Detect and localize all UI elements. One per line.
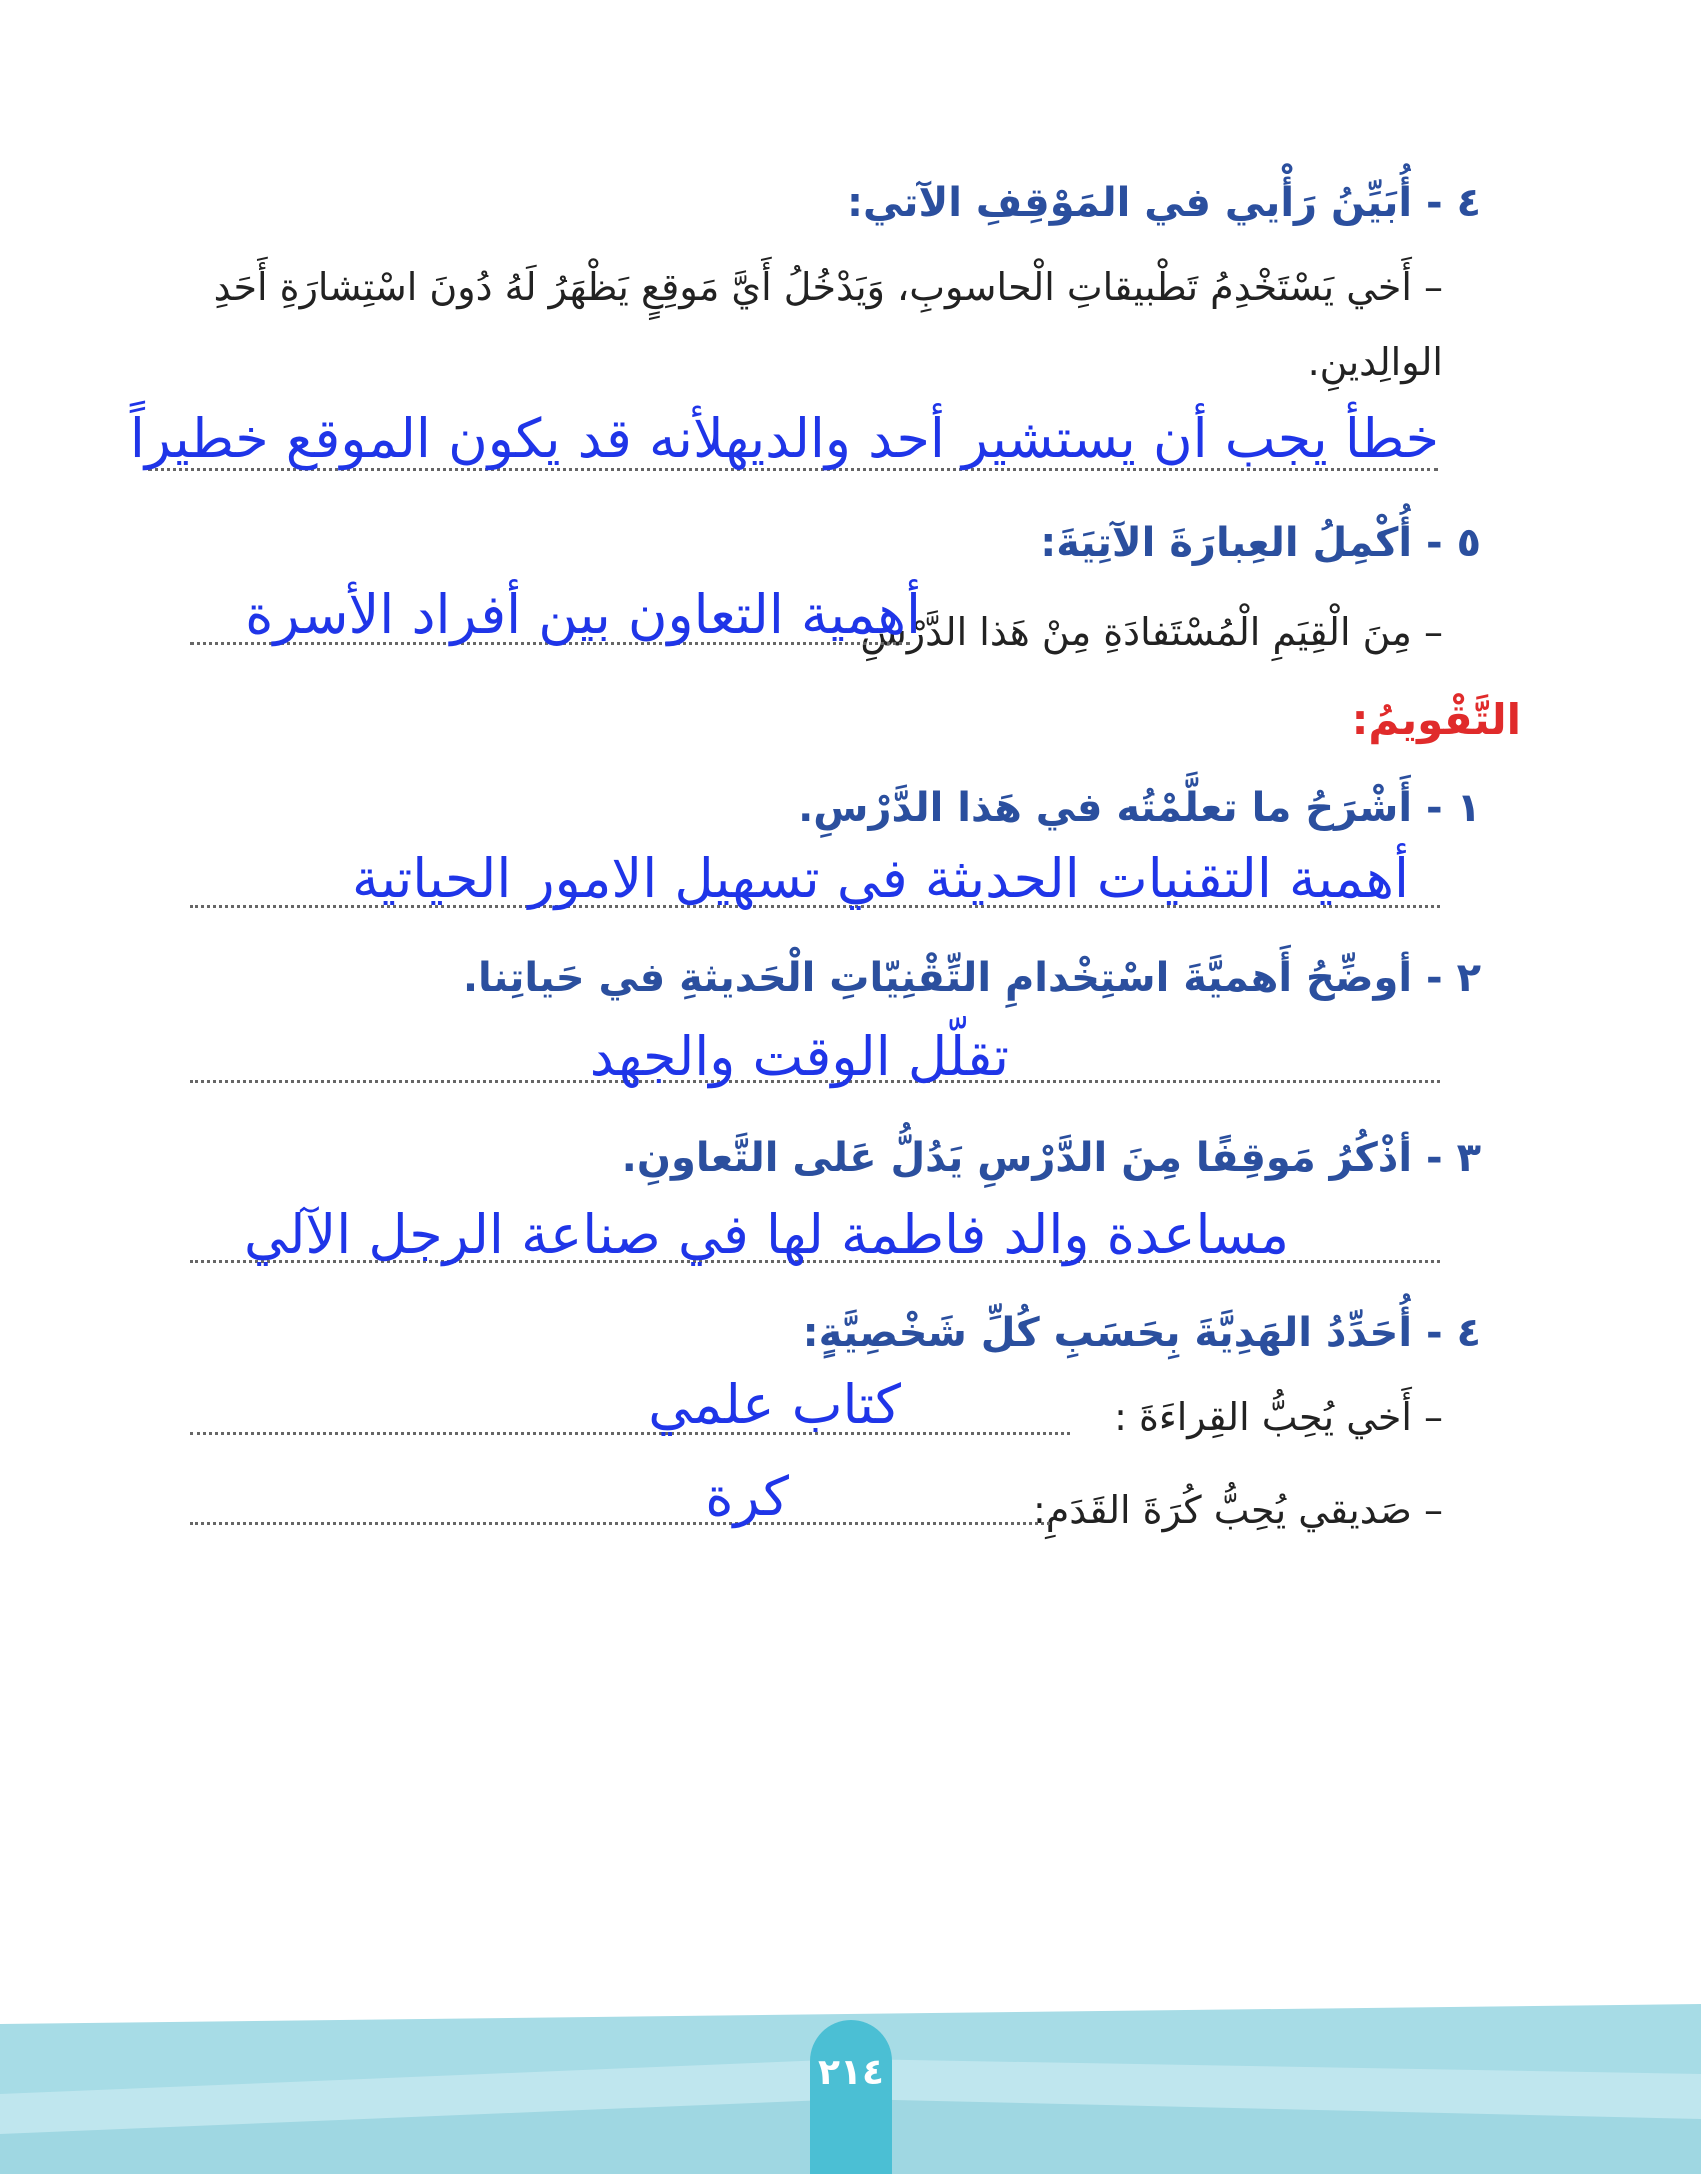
exercise-4-number: ٤ - [1426, 180, 1481, 226]
evaluation-q4-heading [803, 1310, 1481, 1356]
evaluation-q4-item1-answer-line [190, 1432, 1070, 1435]
evaluation-q2-text: أوضِّحُ أَهميَّةَ اسْتِخْدامِ التِّقْنِيّاتِ الْحَديثةِ في حَياتِنا. [462, 955, 1413, 1001]
evaluation-q4-number: ٤ - [1426, 1310, 1481, 1356]
evaluation-q1-handwritten-answer: أهمية التقنيات الحديثة في تسهيل الامور الحياتية [352, 847, 1409, 910]
exercise-4-handwritten-answer: خطأ يجب أن يستشير أحد والديهلأنه قد يكون الموقع خطيراً [129, 407, 1439, 470]
evaluation-q1-text: أَشْرَحُ ما تعلَّمْتُه في هَذا الدَّرْسِ. [798, 785, 1413, 831]
exercise-4-line-1: – أَخي يَسْتَخْدِمُ تَطْبيقاتِ الْحاسوبِ، وَيَدْخُلُ أَيَّ مَوقِعٍ يَظْهَرُ لَهُ دُونَ اسْتِشارَةِ أَحَدِ [213, 265, 1443, 309]
evaluation-q3-text: أذْكُرُ مَوقِفًا مِنَ الدَّرْسِ يَدُلُّ عَلى التَّعاونِ. [621, 1135, 1413, 1181]
page-number: ٢١٤ [818, 2052, 884, 2093]
evaluation-q4-item2-prompt: – صَديقي يُحِبُّ كُرَةَ القَدَمِ: [1032, 1488, 1443, 1532]
exercise-5-prompt: – مِنَ الْقِيَمِ الْمُسْتَفادَةِ مِنْ هَذا الدَّرْسِ [860, 610, 1443, 654]
page-number-tab [810, 2020, 892, 2174]
evaluation-q4-text: أُحَدِّدُ الهَدِيَّةَ بِحَسَبِ كُلِّ شَخْصِيَّةٍ: [802, 1310, 1413, 1356]
evaluation-q3-number: ٣ - [1426, 1135, 1481, 1181]
exercise-4-title: أُبَيِّنُ رَأْيي في المَوْقِفِ الآتي: [846, 180, 1413, 226]
exercise-4-heading [847, 180, 1481, 226]
evaluation-q4-item1-prompt: – أَخي يُحِبُّ القِراءَةَ : [1114, 1395, 1443, 1439]
exercise-5-handwritten-answer: أهمية التعاون بين أفراد الأسرة [245, 583, 921, 646]
evaluation-q2-heading [463, 955, 1481, 1001]
evaluation-heading: التَّقْويمُ: [1351, 695, 1521, 744]
exercise-5-heading [1040, 520, 1481, 566]
exercise-5-number: ٥ - [1426, 520, 1481, 566]
evaluation-q1-number: ١ - [1426, 785, 1481, 831]
evaluation-q3-handwritten-answer: مساعدة والد فاطمة لها في صناعة الرجل الآلي [243, 1203, 1289, 1266]
evaluation-q3-heading [622, 1135, 1481, 1181]
evaluation-q2-number: ٢ - [1426, 955, 1481, 1001]
evaluation-q4-item1-handwritten-answer: كتاب علمي [648, 1373, 901, 1436]
evaluation-q1-heading [798, 785, 1481, 831]
evaluation-q4-item2-answer-line [190, 1522, 1050, 1525]
evaluation-q2-handwritten-answer: تقلّل الوقت والجهد [589, 1025, 1009, 1088]
exercise-5-title: أُكْمِلُ العِبارَةَ الآتِيَةَ: [1040, 520, 1413, 566]
evaluation-q4-item2-handwritten-answer: كرة [705, 1465, 789, 1528]
exercise-4-line-2: الوالِدينِ. [1307, 340, 1443, 384]
